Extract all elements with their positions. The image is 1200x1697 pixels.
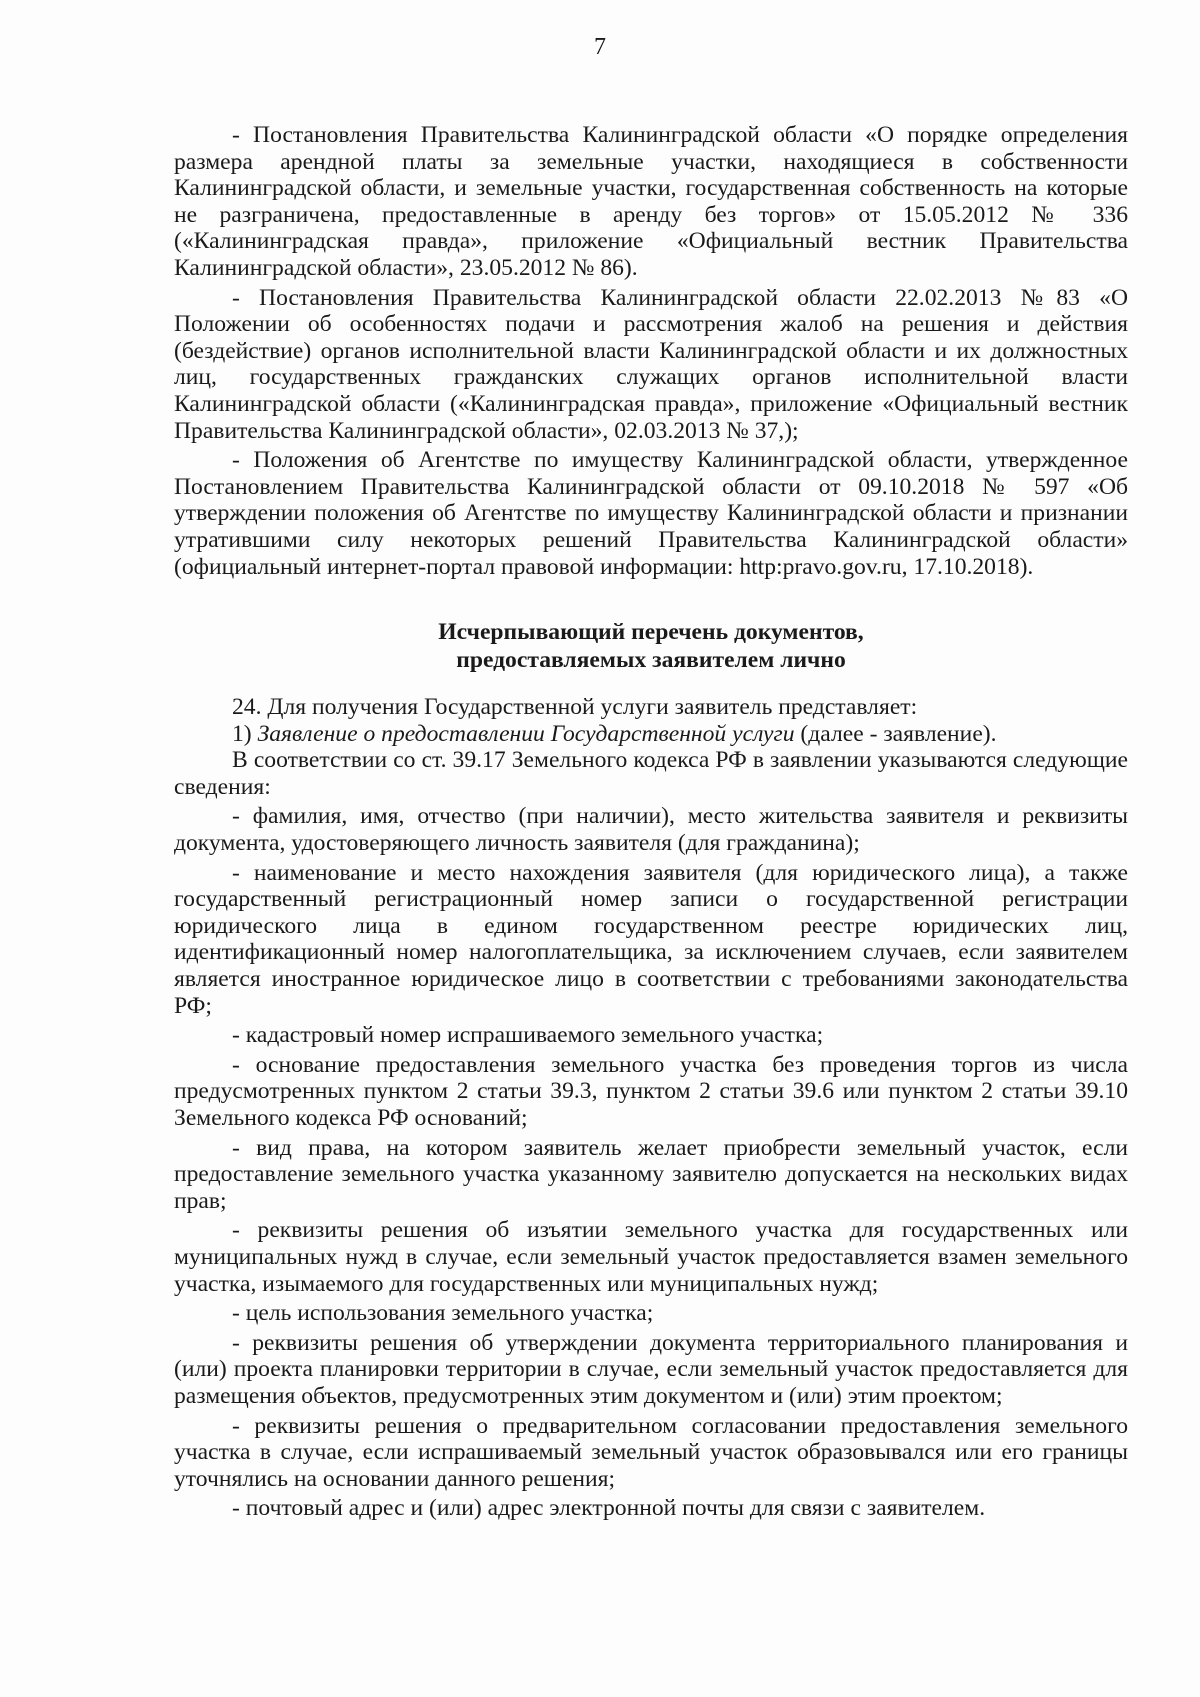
list-item: - фамилия, имя, отчество (при наличии), место жительства заявителя и реквизиты документа, удостоверяющего личность заявителя (для гражданина); — [174, 803, 1128, 857]
list-item: - вид права, на котором заявитель желает приобрести земельный участок, если предоставление земельного участка указанному заявителю допускается на нескольких видах прав; — [174, 1134, 1128, 1214]
list-item: - почтовый адрес и (или) адрес электронной почты для связи с заявителем. — [232, 1495, 986, 1522]
list-item: - кадастровый номер испрашиваемого земельного участка; — [232, 1022, 824, 1049]
list-item: - реквизиты решения об утверждении документа территориального планирования и (или) проекта планировки территории в случае, если земельный участок предоставляется для размещения объектов, предусмотренных этим документом и (или) этим проектом; — [174, 1329, 1128, 1409]
item-24-sub1 — [174, 721, 1128, 748]
document-body — [174, 122, 1128, 1525]
item-24-requirements: В соответствии со ст. 39.17 Земельного кодекса РФ в заявлении указываются следующие сведения: — [174, 747, 1128, 800]
item-24-intro: 24. Для получения Государственной услуги заявитель представляет: — [232, 694, 918, 721]
list-item: - наименование и место нахождения заявителя (для юридического лица), а также государственный регистрационный номер записи о государственной регистрации юридического лица в едином государственном реестре юридических лиц, идентификационный номер налогоплательщика, за исключением случаев, если заявителем является иностранное юридическое лицо в соответствии с требованиями законодательства РФ; — [174, 859, 1128, 1019]
list-item: - основание предоставления земельного участка без проведения торгов из числа предусмотренных пунктом 2 статьи 39.3, пунктом 2 статьи 39.6 или пунктом 2 статьи 39.10 Земельного кодекса РФ оснований; — [174, 1051, 1128, 1131]
page-number: 7 — [594, 34, 606, 60]
list-item: - цель использования земельного участка; — [232, 1300, 654, 1327]
paragraph-regulation-rent: - Постановления Правительства Калининградской области «О порядке определения размера арендной платы за земельные участки, находящиеся в собственности Калининградской области, и земельные участки, государственная собственность на которые не разграничена, предоставленные в аренду без торгов» от 15.05.2012 № 336 («Калининградская правда», приложение «Официальный вестник Правительства Калининградской области», 23.05.2012 № 86). — [174, 122, 1128, 281]
section-heading-line1: Исчерпывающий перечень документов, — [438, 619, 864, 646]
list-item: - реквизиты решения о предварительном согласовании предоставления земельного участка в случае, если испрашиваемый земельный участок образовывался или его границы уточнялись на основании данного решения; — [174, 1412, 1128, 1492]
item-24-sub1-rest: (далее - заявление). — [794, 720, 997, 747]
list-item: - реквизиты решения об изъятии земельного участка для государственных или муниципальных нужд в случае, если земельный участок предоставляется взамен земельного участка, изымаемого для государственных или муниципальных нужд; — [174, 1217, 1128, 1297]
paragraph-agency-regulation: - Положения об Агентстве по имуществу Калининградской области, утвержденное Постановлением Правительства Калининградской области от 09.10.2018 № 597 «Об утверждении положения об Агентстве по имуществу Калининградской области и признании утратившими силу некоторых решений Правительства Калининградской области» (официальный интернет-портал правовой информации: http:pravo.gov.ru, 17.10.2018). — [174, 447, 1128, 580]
paragraph-regulation-complaints: - Постановления Правительства Калининградской области 22.02.2013 №83 «О Положении об особенностях подачи и рассмотрения жалоб на решения и действия (бездействие) органов исполнительной власти Калининградской области и их должностных лиц, государственных гражданских служащих органов исполнительной власти Калининградской области («Калининградская правда», приложение «Официальный вестник Правительства Калининградской области», 02.03.2013 № 37,); — [174, 284, 1128, 444]
item-24-sub1-number: 1) — [232, 720, 258, 747]
section-heading — [174, 618, 1128, 674]
item-24-sub1-italic: Заявление о предоставлении Государственной услуги — [257, 720, 795, 747]
section-heading-line2: предоставляемых заявителем лично — [456, 647, 846, 674]
